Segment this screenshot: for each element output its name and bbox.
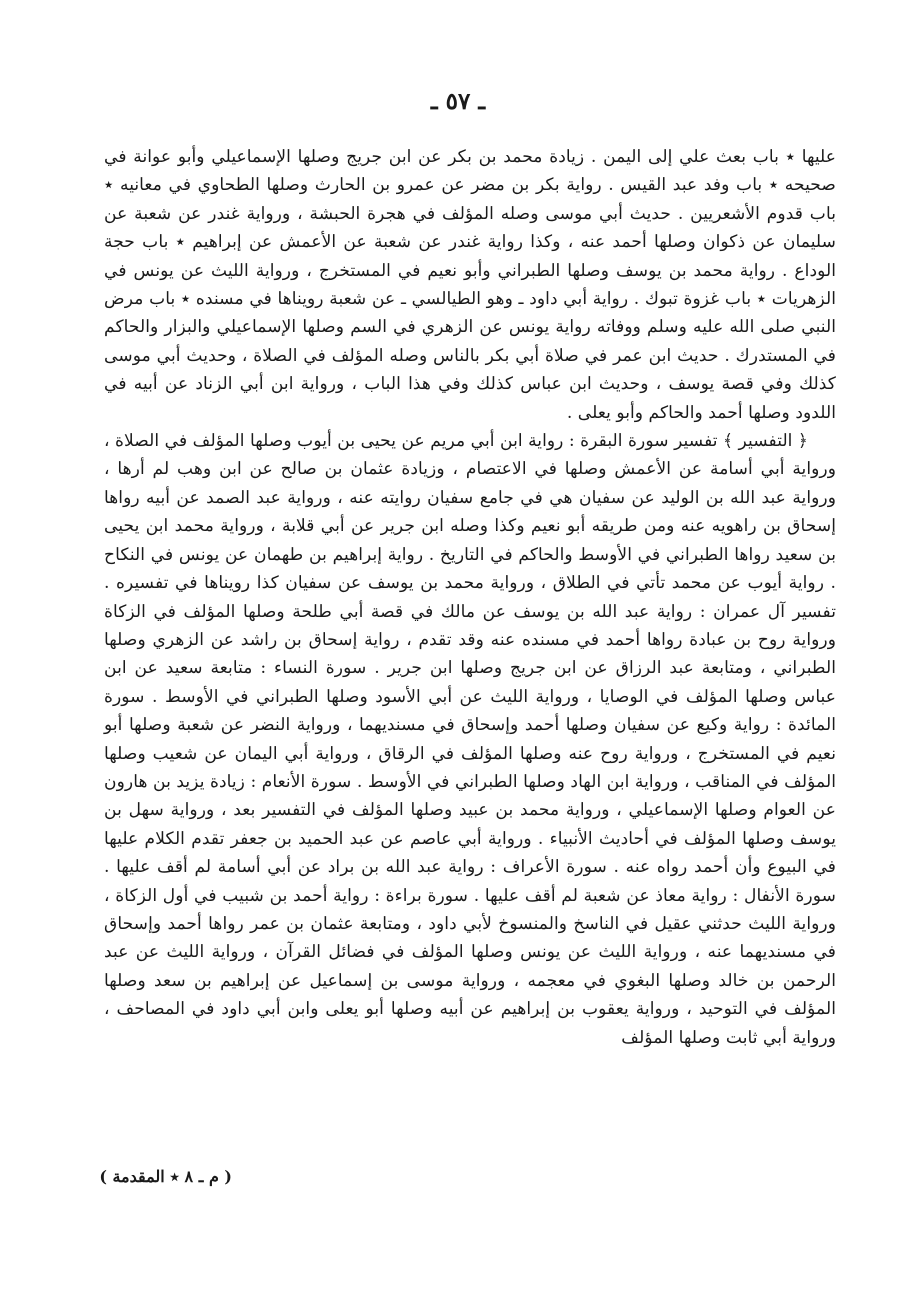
body-text (104, 143, 836, 1052)
signature-mark: ( م ـ ٨ ٭ المقدمة ) (99, 1167, 232, 1186)
paragraph-tafsir: ﴿ التفسير ﴾ تفسير سورة البقرة : رواية ابن أبي مريم عن يحيى بن أيوب وصلها المؤلف في الصلاة ، ورواية أبي أسامة عن الأعمش وصلها في الاعتصام ، وزيادة عثمان بن صالح عن ابن وهب لم أرها ، ورواية عبد الله بن الوليد عن سفيان هي في جامع سفيان روايته عنه ، ورواية عبد الصمد عن أبيه رواها إسحاق بن راهويه عنه ومن طريقه أبو نعيم وكذا وصله ابن جرير عن أبي قلابة ، ورواية محمد ابن يحيى بن سعيد رواها الطبراني في الأوسط والحاكم في التاريخ . رواية إبراهيم بن طهمان عن يونس في النكاح . رواية أيوب عن محمد تأتي في الطلاق ، ورواية محمد بن يوسف عن سفيان كذا رويناها في تفسيره . تفسير آل عمران : رواية عبد الله بن يوسف عن مالك في قصة أبي طلحة وصلها المؤلف في الزكاة ورواية روح بن عبادة رواها أحمد في مسنده عنه وقد تقدم ، رواية إسحاق بن راشد عن الزهري وصلها الطبراني ، ومتابعة عبد الرزاق عن ابن جريج وصلها ابن جرير . سورة النساء : متابعة سعيد عن ابن عباس وصلها المؤلف في الوصايا ، ورواية الليث عن أبي الأسود وصلها الطبراني في الأوسط . سورة المائدة : رواية وكيع عن سفيان وصلها أحمد وإسحاق في مسنديهما ، ورواية النضر عن شعبة وصلها أبو نعيم في المستخرج ، ورواية روح عنه وصلها المؤلف في الرقاق ، ورواية أبي اليمان عن شعيب وصلها المؤلف في المناقب ، ورواية ابن الهاد وصلها الطبراني في الأوسط . سورة الأنعام : زيادة يزيد بن هارون عن العوام وصلها الإسماعيلي ، ورواية محمد بن عبيد وصلها المؤلف في التفسير بعد ، ورواية سهل بن يوسف وصلها المؤلف في أحاديث الأنبياء . ورواية أبي عاصم عن عبد الحميد بن جعفر تقدم الكلام عليها في البيوع وأن أحمد رواه عنه . سورة الأعراف : رواية عبد الله بن براد عن أبي أسامة لم أقف عليها . سورة الأنفال : رواية معاذ عن شعبة لم أقف عليها . سورة براءة : رواية أحمد بن شبيب في أول الزكاة ، ورواية الليث حدثني عقيل في الناسخ والمنسوخ لأبي داود ، ومتابعة عثمان بن عمر رواها أحمد وإسحاق في مسنديهما عنه ، ورواية الليث عن يونس وصلها المؤلف في فضائل القرآن ، ورواية الليث عن عبد الرحمن بن خالد وصلها البغوي في معجمه ، ورواية موسى بن إسماعيل عن إبراهيم بن سعد وصلها المؤلف في التوحيد ، ورواية يعقوب بن إبراهيم عن أبيه وصلها أبو يعلى وابن أبي داود في المصاحف ، ورواية أبي ثابت وصلها المؤلف (104, 431, 836, 1048)
paragraph-maghazi: عليها ٭ باب بعث علي إلى اليمن . زيادة محمد بن بكر عن ابن جريج وصلها الإسماعيلي وأبو عوانة في صحيحه ٭ باب وفد عبد القيس . رواية بكر بن مضر عن عمرو بن الحارث وصلها الطحاوي في معانيه ٭ باب قدوم الأشعريين . حديث أبي موسى وصله المؤلف في هجرة الحبشة ، ورواية غندر عن شعبة عن سليمان عن ذكوان وصلها أحمد عنه ، وكذا رواية غندر عن شعبة عن الأعمش عن إبراهيم ٭ باب حجة الوداع . رواية محمد بن يوسف وصلها الطبراني وأبو نعيم في المستخرج ، ورواية الليث عن يونس في الزهريات ٭ باب غزوة تبوك . رواية أبي داود ـ وهو الطيالسي ـ عن شعبة رويناها في مسنده ٭ باب مرض النبي صلى الله عليه وسلم ووفاته رواية يونس عن الزهري في السم وصلها الإسماعيلي والبزار والحاكم في المستدرك . حديث ابن عمر في صلاة أبي بكر بالناس وصله المؤلف في الصلاة ، وحديث أبي موسى كذلك وفي قصة يوسف ، وحديث ابن عباس كذلك وفي هذا الباب ، ورواية ابن أبي الزناد عن أبيه في اللدود وصلها أحمد والحاكم وأبو يعلى . (104, 147, 836, 423)
page-number: ـ ٥٧ ـ (430, 88, 486, 115)
